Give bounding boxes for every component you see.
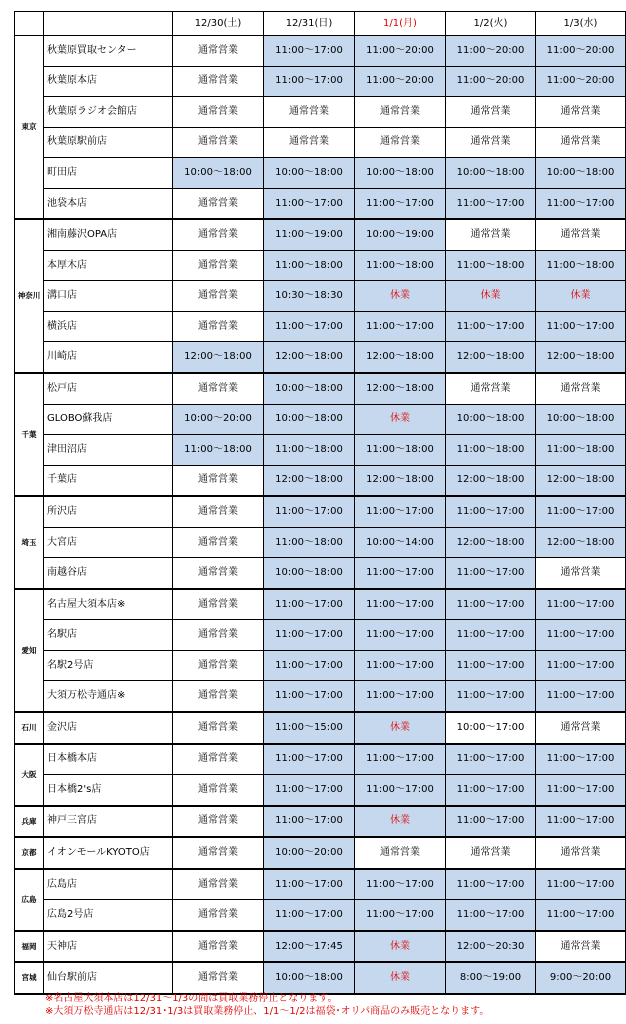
store-name: 千葉店 <box>44 465 173 496</box>
store-name: 秋葉原本店 <box>44 66 173 97</box>
hours-cell: 10:00～18:00 <box>446 404 536 435</box>
hours-cell: 11:00～17:00 <box>355 620 446 651</box>
hours-cell: 11:00～18:00 <box>355 435 446 466</box>
store-name: 横浜店 <box>44 311 173 342</box>
hours-cell: 11:00～17:00 <box>536 188 626 219</box>
hours-cell: 11:00～17:00 <box>264 775 355 806</box>
store-name: 池袋本店 <box>44 188 173 219</box>
hours-cell: 10:00～18:00 <box>264 404 355 435</box>
hours-cell: 11:00～17:00 <box>264 869 355 900</box>
hours-cell: 11:00～17:00 <box>264 66 355 97</box>
header-date: 12/30(土) <box>173 12 264 36</box>
store-name: 仙台駅前店 <box>44 962 173 994</box>
hours-cell: 通常営業 <box>173 558 264 589</box>
hours-cell: 11:00～17:00 <box>446 869 536 900</box>
table-row <box>15 775 626 806</box>
footnote: ※名古屋大須本店は12/31～1/3の間は買取業務停止となります。 <box>45 993 338 1004</box>
region-label: 福岡 <box>15 931 44 963</box>
store-name: 日本橋2's店 <box>44 775 173 806</box>
table-row <box>15 496 626 527</box>
hours-cell: 通常営業 <box>446 373 536 404</box>
hours-cell: 11:00～17:00 <box>446 775 536 806</box>
table-row <box>15 342 626 373</box>
header-date: 1/2(火) <box>446 12 536 36</box>
region-label: 愛知 <box>15 589 44 712</box>
hours-cell: 通常営業 <box>173 219 264 250</box>
hours-cell: 通常営業 <box>173 311 264 342</box>
store-name: 広島店 <box>44 869 173 900</box>
hours-cell: 11:00～17:00 <box>536 620 626 651</box>
hours-cell: 通常営業 <box>355 837 446 869</box>
hours-cell: 通常営業 <box>173 36 264 67</box>
hours-cell: 通常営業 <box>173 900 264 931</box>
hours-cell: 10:30～18:30 <box>264 281 355 312</box>
store-name: 名古屋大須本店※ <box>44 589 173 620</box>
hours-cell: 11:00～17:00 <box>446 188 536 219</box>
hours-cell: 10:00～18:00 <box>446 158 536 189</box>
hours-cell: 通常営業 <box>536 97 626 128</box>
hours-cell: 11:00～20:00 <box>446 36 536 67</box>
table-row <box>15 36 626 67</box>
hours-cell: 通常営業 <box>173 712 264 744</box>
hours-cell: 11:00～17:00 <box>264 650 355 681</box>
footnote: ※大須万松寺通店は12/31･1/3は買取業務停止、1/1～1/2は福袋･オリパ商品のみ販売となります。 <box>45 1006 490 1017</box>
hours-cell: 11:00～17:00 <box>355 650 446 681</box>
store-name: イオンモールKYOTO店 <box>44 837 173 869</box>
hours-cell: 11:00～17:00 <box>264 620 355 651</box>
store-name: 天神店 <box>44 931 173 963</box>
hours-cell: 12:00～18:00 <box>446 465 536 496</box>
hours-cell: 11:00～17:00 <box>264 681 355 712</box>
hours-cell: 11:00～18:00 <box>536 435 626 466</box>
hours-cell: 休業 <box>355 712 446 744</box>
holiday-hours-table <box>14 11 626 995</box>
hours-cell: 11:00～18:00 <box>264 435 355 466</box>
hours-cell: 11:00～17:00 <box>446 806 536 838</box>
hours-cell: 12:00～18:00 <box>173 342 264 373</box>
table-row <box>15 465 626 496</box>
store-name: 神戸三宮店 <box>44 806 173 838</box>
hours-cell: 11:00～17:00 <box>446 900 536 931</box>
hours-cell: 11:00～17:00 <box>264 806 355 838</box>
hours-cell: 通常営業 <box>536 837 626 869</box>
region-label: 千葉 <box>15 373 44 496</box>
table-row <box>15 219 626 250</box>
store-name: 津田沼店 <box>44 435 173 466</box>
table-row <box>15 589 626 620</box>
table-body <box>15 36 626 994</box>
hours-cell: 通常営業 <box>173 281 264 312</box>
hours-cell: 11:00～17:00 <box>446 558 536 589</box>
hours-cell: 通常営業 <box>173 775 264 806</box>
store-name: 所沢店 <box>44 496 173 527</box>
hours-cell: 11:00～17:00 <box>264 188 355 219</box>
hours-cell: 10:00～18:00 <box>355 158 446 189</box>
hours-cell: 通常営業 <box>173 127 264 158</box>
hours-cell: 通常営業 <box>173 496 264 527</box>
hours-cell: 12:00～18:00 <box>264 465 355 496</box>
table-row <box>15 962 626 994</box>
table-row <box>15 97 626 128</box>
hours-cell: 11:00～17:00 <box>264 496 355 527</box>
table-row <box>15 620 626 651</box>
hours-cell: 通常営業 <box>355 127 446 158</box>
hours-cell: 通常営業 <box>446 127 536 158</box>
hours-cell: 10:00～18:00 <box>264 558 355 589</box>
hours-cell: 11:00～17:00 <box>536 869 626 900</box>
hours-cell: 通常営業 <box>536 558 626 589</box>
header-date: 1/3(水) <box>536 12 626 36</box>
header-blank-region <box>15 12 44 36</box>
hours-cell: 通常営業 <box>536 219 626 250</box>
hours-cell: 12:00～18:00 <box>446 342 536 373</box>
hours-cell: 12:00～17:45 <box>264 931 355 963</box>
hours-cell: 11:00～17:00 <box>536 681 626 712</box>
header-row <box>15 12 626 36</box>
hours-cell: 通常営業 <box>173 66 264 97</box>
table-row <box>15 250 626 281</box>
hours-cell: 通常営業 <box>446 97 536 128</box>
hours-cell: 11:00～17:00 <box>446 589 536 620</box>
hours-cell: 通常営業 <box>173 373 264 404</box>
hours-cell: 10:00～19:00 <box>355 219 446 250</box>
hours-cell: 通常営業 <box>173 806 264 838</box>
hours-cell: 12:00～20:30 <box>446 931 536 963</box>
hours-cell: 通常営業 <box>446 837 536 869</box>
hours-cell: 11:00～17:00 <box>264 311 355 342</box>
hours-cell: 11:00～17:00 <box>355 744 446 775</box>
table-row <box>15 188 626 219</box>
region-label: 広島 <box>15 869 44 931</box>
store-name: 大宮店 <box>44 527 173 558</box>
store-name: 町田店 <box>44 158 173 189</box>
store-name: 秋葉原買取センター <box>44 36 173 67</box>
store-name: 名駅店 <box>44 620 173 651</box>
hours-cell: 通常営業 <box>173 744 264 775</box>
hours-cell: 11:00～17:00 <box>264 589 355 620</box>
hours-cell: 12:00～18:00 <box>536 527 626 558</box>
table-row <box>15 900 626 931</box>
region-label: 神奈川 <box>15 219 44 373</box>
hours-cell: 通常営業 <box>173 681 264 712</box>
hours-cell: 通常営業 <box>173 962 264 994</box>
hours-cell: 休業 <box>355 281 446 312</box>
hours-cell: 11:00～17:00 <box>446 681 536 712</box>
hours-cell: 10:00～18:00 <box>536 404 626 435</box>
hours-cell: 12:00～18:00 <box>536 342 626 373</box>
region-label: 大阪 <box>15 744 44 806</box>
hours-cell: 11:00～17:00 <box>355 496 446 527</box>
header-date: 12/31(日) <box>264 12 355 36</box>
hours-cell: 11:00～17:00 <box>355 681 446 712</box>
hours-cell: 11:00～20:00 <box>536 36 626 67</box>
hours-cell: 通常営業 <box>173 931 264 963</box>
table-row <box>15 744 626 775</box>
hours-cell: 11:00～18:00 <box>536 250 626 281</box>
hours-cell: 11:00～20:00 <box>536 66 626 97</box>
hours-cell: 通常営業 <box>536 373 626 404</box>
hours-cell: 通常営業 <box>173 837 264 869</box>
hours-cell: 11:00～17:00 <box>536 744 626 775</box>
hours-cell: 11:00～20:00 <box>446 66 536 97</box>
table-row <box>15 806 626 838</box>
hours-cell: 12:00～18:00 <box>536 465 626 496</box>
hours-cell: 通常営業 <box>355 97 446 128</box>
hours-cell: 11:00～17:00 <box>355 188 446 219</box>
region-label: 埼玉 <box>15 496 44 589</box>
hours-cell: 通常営業 <box>173 97 264 128</box>
table-row <box>15 435 626 466</box>
table-row <box>15 158 626 189</box>
hours-cell: 10:00～20:00 <box>264 837 355 869</box>
hours-cell: 10:00～18:00 <box>536 158 626 189</box>
table-row <box>15 931 626 963</box>
hours-cell: 通常営業 <box>173 250 264 281</box>
hours-cell: 11:00～17:00 <box>536 775 626 806</box>
hours-cell: 11:00～17:00 <box>446 311 536 342</box>
store-name: 秋葉原ラジオ会館店 <box>44 97 173 128</box>
hours-cell: 通常営業 <box>536 127 626 158</box>
hours-cell: 11:00～17:00 <box>536 496 626 527</box>
hours-cell: 12:00～18:00 <box>446 527 536 558</box>
hours-cell: 11:00～17:00 <box>536 311 626 342</box>
table-row <box>15 869 626 900</box>
store-name: GLOBO蘇我店 <box>44 404 173 435</box>
hours-cell: 11:00～19:00 <box>264 219 355 250</box>
hours-cell: 11:00～17:00 <box>355 589 446 620</box>
region-label: 宮城 <box>15 962 44 994</box>
hours-cell: 11:00～17:00 <box>355 869 446 900</box>
table-header <box>15 12 626 36</box>
hours-cell: 通常営業 <box>264 97 355 128</box>
hours-cell: 12:00～18:00 <box>264 342 355 373</box>
hours-cell: 11:00～17:00 <box>446 650 536 681</box>
table-row <box>15 66 626 97</box>
table-row <box>15 837 626 869</box>
hours-cell: 11:00～17:00 <box>355 775 446 806</box>
hours-cell: 11:00～17:00 <box>446 744 536 775</box>
hours-cell: 通常営業 <box>173 188 264 219</box>
hours-cell: 10:00～18:00 <box>264 158 355 189</box>
hours-cell: 11:00～17:00 <box>355 558 446 589</box>
store-name: 名駅2号店 <box>44 650 173 681</box>
hours-cell: 休業 <box>536 281 626 312</box>
hours-cell: 休業 <box>355 404 446 435</box>
table-row <box>15 527 626 558</box>
hours-cell: 10:00～14:00 <box>355 527 446 558</box>
hours-cell: 通常営業 <box>173 869 264 900</box>
hours-cell: 通常営業 <box>173 650 264 681</box>
hours-cell: 11:00～17:00 <box>536 806 626 838</box>
hours-cell: 11:00～18:00 <box>173 435 264 466</box>
hours-cell: 11:00～17:00 <box>355 900 446 931</box>
hours-cell: 12:00～18:00 <box>355 373 446 404</box>
hours-cell: 10:00～17:00 <box>446 712 536 744</box>
hours-cell: 11:00～18:00 <box>264 527 355 558</box>
table-row <box>15 650 626 681</box>
header-date: 1/1(月) <box>355 12 446 36</box>
hours-cell: 10:00～20:00 <box>173 404 264 435</box>
hours-cell: 11:00～17:00 <box>536 900 626 931</box>
hours-cell: 通常営業 <box>264 127 355 158</box>
hours-cell: 通常営業 <box>173 589 264 620</box>
hours-cell: 通常営業 <box>173 527 264 558</box>
hours-cell: 通常営業 <box>536 712 626 744</box>
table-row <box>15 281 626 312</box>
hours-cell: 11:00～17:00 <box>446 496 536 527</box>
region-label: 東京 <box>15 36 44 220</box>
store-name: 日本橋本店 <box>44 744 173 775</box>
hours-cell: 休業 <box>446 281 536 312</box>
store-name: 本厚木店 <box>44 250 173 281</box>
hours-cell: 10:00～18:00 <box>173 158 264 189</box>
hours-cell: 11:00～18:00 <box>446 435 536 466</box>
hours-cell: 通常営業 <box>446 219 536 250</box>
store-name: 松戸店 <box>44 373 173 404</box>
table-row <box>15 373 626 404</box>
store-name: 秋葉原駅前店 <box>44 127 173 158</box>
store-name: 湘南藤沢OPA店 <box>44 219 173 250</box>
hours-cell: 休業 <box>355 806 446 838</box>
hours-cell: 11:00～17:00 <box>264 36 355 67</box>
hours-cell: 11:00～20:00 <box>355 36 446 67</box>
table-row <box>15 127 626 158</box>
table-row <box>15 311 626 342</box>
hours-cell: 通常営業 <box>173 620 264 651</box>
table-row <box>15 681 626 712</box>
store-name: 金沢店 <box>44 712 173 744</box>
hours-cell: 11:00～18:00 <box>264 250 355 281</box>
table-row <box>15 558 626 589</box>
hours-cell: 11:00～17:00 <box>536 650 626 681</box>
hours-cell: 10:00～18:00 <box>264 962 355 994</box>
store-name: 川崎店 <box>44 342 173 373</box>
table-row <box>15 404 626 435</box>
hours-cell: 休業 <box>355 931 446 963</box>
store-name: 広島2号店 <box>44 900 173 931</box>
hours-cell: 11:00～17:00 <box>536 589 626 620</box>
header-blank-store <box>44 12 173 36</box>
hours-cell: 11:00～20:00 <box>355 66 446 97</box>
hours-cell: 休業 <box>355 962 446 994</box>
hours-cell: 12:00～18:00 <box>355 465 446 496</box>
hours-cell: 11:00～18:00 <box>355 250 446 281</box>
table-row <box>15 712 626 744</box>
store-name: 溝口店 <box>44 281 173 312</box>
hours-cell: 12:00～18:00 <box>355 342 446 373</box>
store-name: 大須万松寺通店※ <box>44 681 173 712</box>
hours-cell: 11:00～17:00 <box>264 744 355 775</box>
footnotes <box>45 992 489 1018</box>
hours-cell: 通常営業 <box>536 931 626 963</box>
hours-cell: 11:00～17:00 <box>355 311 446 342</box>
region-label: 京都 <box>15 837 44 869</box>
hours-cell: 11:00～17:00 <box>446 620 536 651</box>
region-label: 兵庫 <box>15 806 44 838</box>
hours-cell: 10:00～18:00 <box>264 373 355 404</box>
hours-cell: 8:00～19:00 <box>446 962 536 994</box>
hours-cell: 9:00～20:00 <box>536 962 626 994</box>
hours-cell: 11:00～17:00 <box>264 900 355 931</box>
store-name: 南越谷店 <box>44 558 173 589</box>
hours-cell: 通常営業 <box>173 465 264 496</box>
region-label: 石川 <box>15 712 44 744</box>
hours-cell: 11:00～15:00 <box>264 712 355 744</box>
hours-cell: 11:00～18:00 <box>446 250 536 281</box>
